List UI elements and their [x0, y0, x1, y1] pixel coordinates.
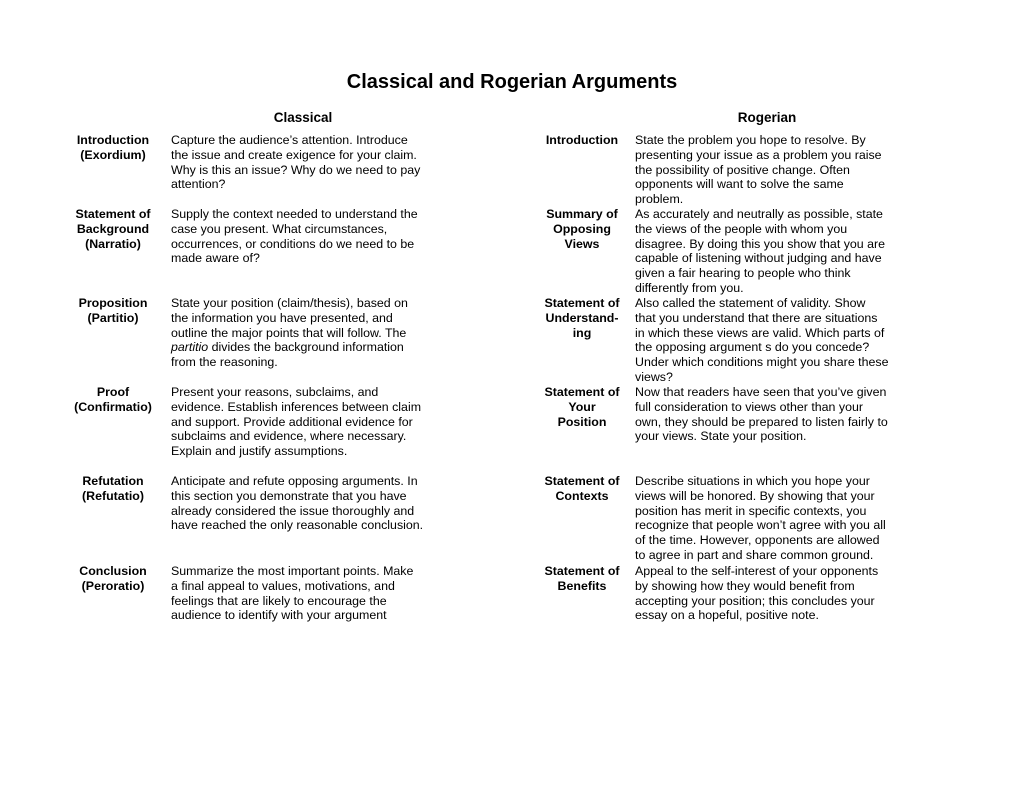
- column-heading-rogerian: Rogerian: [737, 110, 797, 125]
- document-title: Classical and Rogerian Arguments: [346, 71, 678, 93]
- rogerian-term: Statement of Understand- ing: [544, 296, 620, 340]
- classical-description: Present your reasons, subclaims, and evidence. Establish inferences between claim and support. Provide additional evidence for subclaims and evidence, where necessary. Explain and justify assumptions.: [171, 385, 422, 459]
- classical-description: [171, 296, 446, 370]
- partitio-term: partitio: [171, 340, 209, 355]
- rogerian-description: Describe situations in which you hope your views will be honored. By showing that your position has merit in specific contexts, you recognize that people won’t agree with you all of the time. However, opponents are allowed to agree in part and share common ground.: [635, 474, 886, 562]
- classical-term: Introduction (Exordium): [76, 133, 150, 162]
- proposition-line: the information you have presented, and: [171, 310, 393, 325]
- proposition-line-rest: divides the background information from the reasoning.: [171, 340, 404, 370]
- classical-description: Supply the context needed to understand the case you present. What circumstances, occurrences, or conditions do we need to be made aware of?: [171, 207, 418, 266]
- classical-term: Proof (Confirmatio): [74, 385, 152, 414]
- proposition-line: State your position (claim/thesis), based on: [171, 296, 408, 310]
- classical-term: Statement of Background (Narratio): [75, 207, 151, 251]
- rogerian-term: Statement of Your Position: [544, 385, 620, 429]
- rogerian-term: Introduction: [545, 133, 619, 147]
- rogerian-term: Statement of Benefits: [544, 564, 620, 593]
- classical-description: Anticipate and refute opposing arguments. In this section you demonstrate that you have already considered the issue thoroughly and have reached the only reasonable conclusion.: [171, 474, 424, 533]
- classical-term: Proposition (Partitio): [78, 296, 148, 325]
- rogerian-term: Statement of Contexts: [544, 474, 620, 503]
- rogerian-term: Summary of Opposing Views: [546, 207, 618, 251]
- rogerian-description: Also called the statement of validity. Show that you understand that there are situations in which these views are valid. Which parts of the opposing argument s do you concede? Under which conditions might you share these views?: [635, 296, 889, 384]
- proposition-line: outline the major points that will follow. The: [171, 325, 407, 340]
- rogerian-description: As accurately and neutrally as possible, state the views of the people with whom you disagree. By doing this you show that you are capable of listening without judging and have given a fair hearing to people who think differently from you.: [635, 207, 886, 295]
- classical-description: Capture the audience’s attention. Introduce the issue and create exigence for your claim. Why is this an issue? Why do we need to pay attention?: [171, 133, 421, 192]
- column-heading-classical: Classical: [273, 110, 333, 125]
- rogerian-description: State the problem you hope to resolve. By presenting your issue as a problem you raise the possibility of positive change. Often opponents will want to solve the same problem.: [635, 133, 882, 207]
- classical-term: Refutation (Refutatio): [82, 474, 144, 503]
- rogerian-description: Now that readers have seen that you’ve given full consideration to views other than your own, they should be prepared to listen fairly to your views. State your position.: [635, 385, 888, 444]
- classical-term: Conclusion (Peroratio): [79, 564, 147, 593]
- classical-description: Summarize the most important points. Make a final appeal to values, motivations, and feelings that are likely to encourage the audience to identify with your argument: [171, 564, 414, 623]
- rogerian-description: Appeal to the self-interest of your opponents by showing how they would benefit from accepting your position; this concludes your essay on a hopeful, positive note.: [635, 564, 879, 623]
